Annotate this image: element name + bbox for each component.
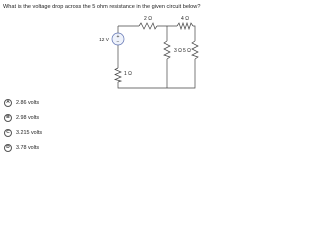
option-b-letter: B [4,114,12,122]
option-d[interactable] [4,143,39,152]
voltage-source [112,33,124,46]
question-text: What is the voltage drop across the 5 ohm resistance in the given circuit below? [3,4,201,10]
option-d-text: 3.78 volts [16,144,40,151]
source-plus-sign: + [116,34,120,40]
option-a[interactable] [4,98,39,107]
resistor-middle [164,41,170,59]
resistor-right-label: 5 Ω [183,48,191,54]
resistor-top-right-label: 4 Ω [181,16,189,22]
resistor-lower-left-label: 1 Ω [124,71,132,77]
option-a-text: 2.86 volts [16,99,40,106]
circuit-wires [118,26,195,88]
resistor-lower-left [115,68,121,82]
option-b[interactable] [4,113,39,122]
option-c-text: 3.215 volts [16,129,43,136]
resistor-top-left-label: 2 Ω [144,16,152,22]
option-c[interactable] [4,128,42,137]
option-a-letter: A [4,99,12,107]
source-minus-sign: − [116,39,120,46]
resistor-top-left [139,23,157,29]
option-d-letter: D [4,144,12,152]
option-c-letter: C [4,129,12,137]
resistor-middle-label: 3 Ω [174,48,182,54]
resistor-right [192,41,198,59]
resistor-top-right [177,23,193,29]
option-b-text: 2.98 volts [16,114,40,121]
source-voltage-label: 12 V [99,38,109,43]
